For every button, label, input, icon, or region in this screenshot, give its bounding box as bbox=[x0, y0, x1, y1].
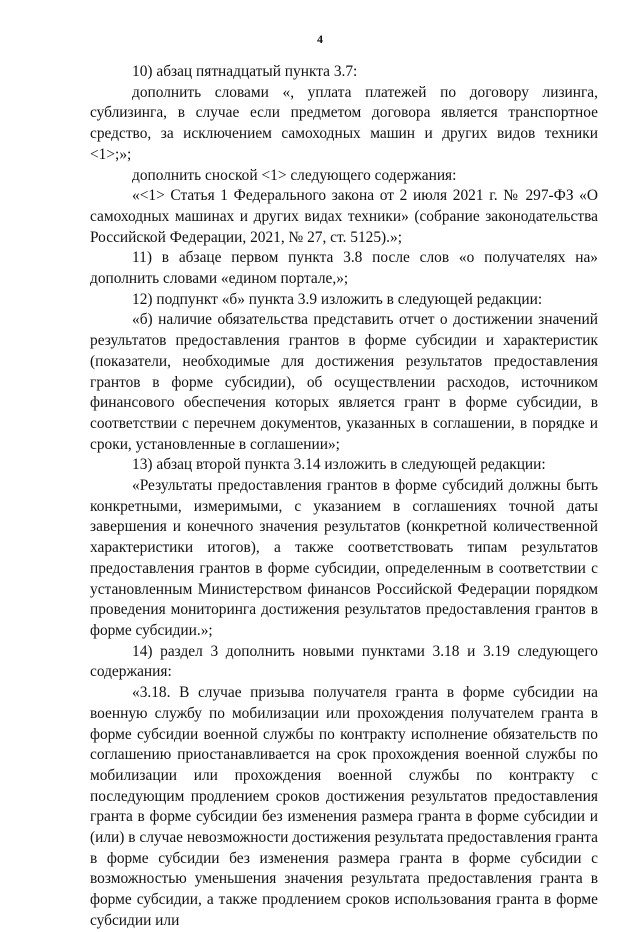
paragraph-10-heading: 10) абзац пятнадцатый пункта 3.7: bbox=[132, 63, 358, 80]
paragraph-12-text: «б) наличие обязательства представить отчет о достижении значений результатов предоставления грантов в форме субсидии и характеристик (показатели, необходимые для достижения результатов предоставления грантов в форме субсидии), об осуществлении расходов, источником финансового обеспечения которых является грант в форме субсидии, в соответствии с перечнем документов, указанных в соглашении, в порядке и сроки, установленные в соглашении»; bbox=[90, 311, 598, 453]
paragraph-supplement-words: дополнить словами «, уплата платежей по договору лизинга, сублизинга, в случае если предметом договора является транспортное средство, за исключением самоходных машин и других видов техники <1>;»; bbox=[90, 83, 598, 163]
paragraph-14-heading: 14) раздел 3 дополнить новыми пунктами 3.18 и 3.19 следующего содержания: bbox=[90, 642, 598, 681]
paragraph-13-text: «Результаты предоставления грантов в форме субсидий должны быть конкретными, измеримыми, с указанием в соглашениях точной даты завершения и конечного значения результатов (конкретной количественной характеристики итогов), а также соответствовать типам результатов предоставления грантов в форме субсидии, определенным в соответствии с установленным Министерством финансов Российской Федерации порядком проведения мониторинга достижения результатов предоставления грантов в форме субсидии.»; bbox=[90, 477, 598, 639]
paragraph-13-heading: 13) абзац второй пункта 3.14 изложить в следующей редакции: bbox=[132, 456, 546, 474]
document-body bbox=[90, 62, 598, 932]
page-number: 4 bbox=[317, 32, 323, 46]
paragraph-footnote-intro: дополнить сноской <1> следующего содержания: bbox=[132, 166, 457, 184]
paragraph-footnote-text: «<1> Статья 1 Федерального закона от 2 июля 2021 г. № 297-ФЗ «О самоходных машинах и других видах техники» (собрание законодательства Российской Федерации, 2021, № 27, ст. 5125).»; bbox=[90, 187, 598, 246]
paragraph-12-heading: 12) подпункт «б» пункта 3.9 изложить в следующей редакции: bbox=[132, 290, 543, 308]
paragraph-3-18-text: «3.18. В случае призыва получателя гранта в форме субсидии на военную службу по мобилизации или прохождения получателем гранта в форме субсидии военной службы по контракту исполнение обязательств по соглашению приостанавливается на срок прохождения военной службы по мобилизации или прохождения военной службы по контракту с последующим продлением сроков достижения результатов предоставления гранта в форме субсидии без изменения размера гранта в форме субсидии и (или) в случае невозможности достижения результата предоставления гранта в форме субсидии без изменения размера гранта в форме субсидии с возможностью уменьшения значения результата предоставления гранта в форме субсидии, а также продлением сроков использования гранта в форме субсидии или bbox=[90, 684, 598, 929]
paragraph-11: 11) в абзаце первом пункта 3.8 после слов «о получателях на» дополнить словами «едином портале,»; bbox=[90, 249, 598, 288]
